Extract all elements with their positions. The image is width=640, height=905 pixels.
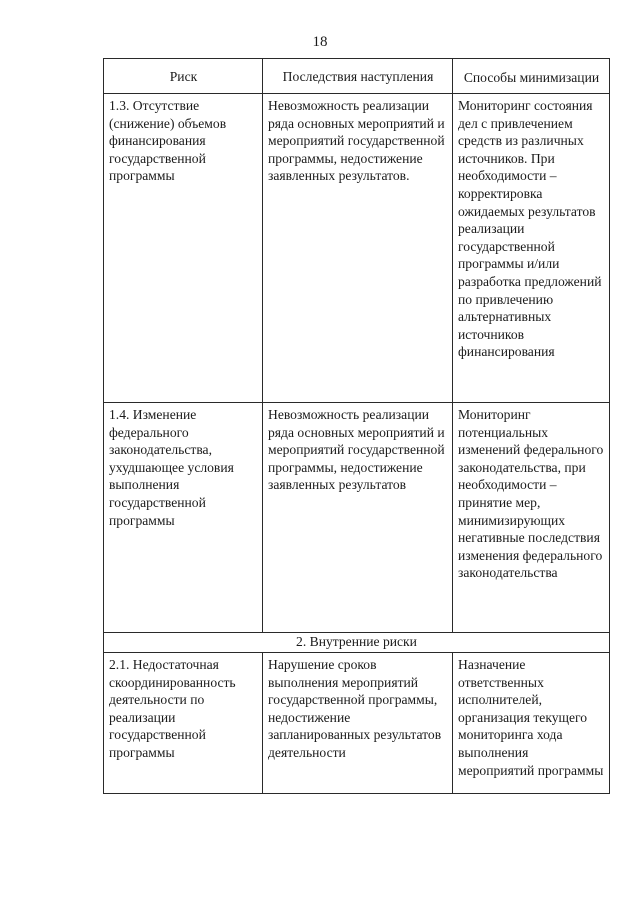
header-mitigation: Способы минимизации <box>453 59 610 94</box>
section-title: 2. Внутренние риски <box>104 633 610 653</box>
table-row <box>104 653 610 794</box>
section-row <box>104 633 610 653</box>
risk-cell: 2.1. Недостаточная скоординированность деятельности по реализации государственной программы <box>104 653 263 794</box>
mitigation-cell: Назначение ответственных исполнителей, организация текущего мониторинга хода выполнения мероприятий программы <box>453 653 610 794</box>
mitigation-cell: Мониторинг состояния дел с привлечением средств из различных источников. При необходимости – корректировка ожидаемых результатов реализации государственной программы и/или разработка предложений по привлечению альтернативных источников финансирования <box>453 94 610 403</box>
table-header-row <box>104 59 610 94</box>
page-number: 18 <box>312 34 328 50</box>
consequences-cell: Невозможность реализации ряда основных мероприятий и мероприятий государственной программы, недостижение заявленных результатов <box>263 403 453 633</box>
table-row <box>104 403 610 633</box>
consequences-cell: Нарушение сроков выполнения мероприятий государственной программы, недостижение запланированных результатов деятельности <box>263 653 453 794</box>
consequences-cell: Невозможность реализации ряда основных мероприятий и мероприятий государственной программы, недостижение заявленных результатов. <box>263 94 453 403</box>
risk-cell: 1.4. Изменение федерального законодательства, ухудшающее условия выполнения государственной программы <box>104 403 263 633</box>
risk-table <box>103 58 610 794</box>
header-consequences: Последствия наступления <box>263 59 453 94</box>
header-risk: Риск <box>104 59 263 94</box>
table-row <box>104 94 610 403</box>
risk-cell: 1.3. Отсутствие (снижение) объемов финансирования государственной программы <box>104 94 263 403</box>
mitigation-cell: Мониторинг потенциальных изменений федерального законодательства, при необходимости – принятие мер, минимизирующих негативные последствия изменения федерального законодательства <box>453 403 610 633</box>
